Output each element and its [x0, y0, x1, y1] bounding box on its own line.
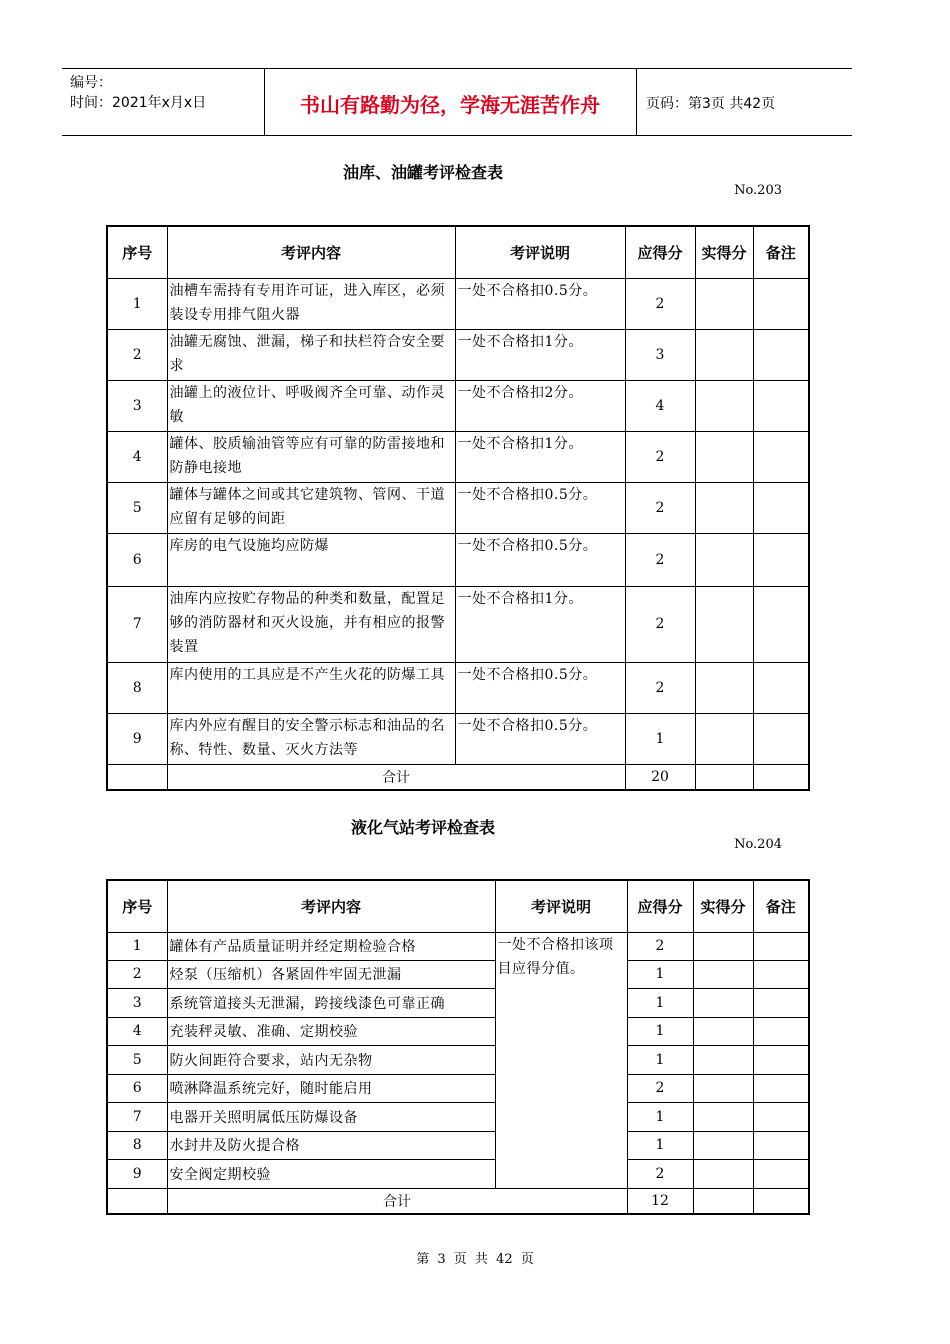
score-cell: 1 [627, 1017, 693, 1045]
actual-score-cell [693, 1102, 753, 1131]
seq-cell: 1 [107, 932, 167, 960]
seq-cell: 6 [107, 1074, 167, 1102]
score-cell: 3 [625, 329, 695, 380]
remark-cell [753, 988, 809, 1017]
content-cell: 油槽车需持有专用许可证，进入库区，必须装设专用排气阻火器 [167, 278, 455, 329]
seq-cell [107, 764, 167, 790]
score-cell: 2 [627, 1159, 693, 1188]
table2-number: No.204 [734, 837, 782, 852]
page-footer: 第 3 页 共 42 页 [416, 1252, 534, 1267]
table-row [107, 1102, 809, 1131]
score-cell: 1 [625, 713, 695, 764]
table-row [107, 278, 809, 329]
actual-score-cell [695, 662, 753, 713]
remark-cell [753, 329, 809, 380]
score-cell: 1 [627, 1131, 693, 1159]
col-header: 应得分 [627, 880, 693, 932]
content-cell: 罐体、胶质输油管等应有可靠的防雷接地和防静电接地 [167, 431, 455, 482]
col-header: 实得分 [695, 226, 753, 278]
score-cell: 2 [625, 533, 695, 586]
header-page-info: 页码：第3页 共42页 [646, 96, 776, 112]
remark-cell [753, 533, 809, 586]
actual-score-cell [695, 533, 753, 586]
remark-cell [753, 1102, 809, 1131]
actual-score-cell [695, 329, 753, 380]
content-cell: 充装秤灵敏、准确、定期校验 [167, 1017, 495, 1045]
actual-score-cell [695, 431, 753, 482]
seq-cell: 8 [107, 1131, 167, 1159]
table-row [107, 713, 809, 764]
header-motto: 书山有路勤为径，学海无涯苦作舟 [300, 93, 600, 117]
actual-score-cell [693, 1159, 753, 1188]
total-score: 20 [625, 764, 695, 790]
col-header: 实得分 [693, 880, 753, 932]
note-cell: 一处不合格扣1分。 [455, 431, 625, 482]
seq-cell: 9 [107, 1159, 167, 1188]
remark-cell [753, 482, 809, 533]
table-row [107, 1017, 809, 1045]
remark-cell [753, 1131, 809, 1159]
table-row [107, 533, 809, 586]
score-cell: 2 [627, 932, 693, 960]
actual-score-cell [693, 960, 753, 988]
seq-cell: 7 [107, 1102, 167, 1131]
content-cell: 油罐上的液位计、呼吸阀齐全可靠、动作灵敏 [167, 380, 455, 431]
seq-cell: 5 [107, 1045, 167, 1074]
note-cell: 一处不合格扣1分。 [455, 586, 625, 662]
score-cell: 2 [625, 482, 695, 533]
table-header-row [107, 880, 809, 932]
col-header: 考评内容 [167, 226, 455, 278]
actual-score-cell [695, 764, 753, 790]
seq-cell: 7 [107, 586, 167, 662]
seq-cell: 3 [107, 380, 167, 431]
table2-title: 液化气站考评检查表 [350, 818, 495, 837]
table-row [107, 586, 809, 662]
remark-cell [753, 1045, 809, 1074]
note-cell: 一处不合格扣1分。 [455, 329, 625, 380]
actual-score-cell [695, 713, 753, 764]
table-row [107, 960, 809, 988]
seq-cell: 5 [107, 482, 167, 533]
seq-cell: 1 [107, 278, 167, 329]
table1 [106, 225, 810, 791]
table-row [107, 1045, 809, 1074]
content-cell: 水封井及防火提合格 [167, 1131, 495, 1159]
remark-cell [753, 662, 809, 713]
header-meta [70, 73, 206, 113]
remark-cell [753, 431, 809, 482]
table1-title: 油库、油罐考评检查表 [342, 163, 503, 182]
content-cell: 罐体有产品质量证明并经定期检验合格 [167, 932, 495, 960]
content-cell: 油库内应按贮存物品的种类和数量，配置足够的消防器材和灭火设施，并有相应的报警装置 [167, 586, 455, 662]
remark-cell [753, 960, 809, 988]
col-header: 序号 [107, 880, 167, 932]
remark-cell [753, 380, 809, 431]
time-label: 时间：2021年x月x日 [70, 95, 207, 111]
table-row [107, 988, 809, 1017]
table-header-row [107, 226, 809, 278]
seq-cell: 3 [107, 988, 167, 1017]
seq-cell: 8 [107, 662, 167, 713]
content-cell: 库房的电气设施均应防爆 [167, 533, 455, 586]
header-divider [636, 69, 637, 135]
total-label: 合计 [167, 1188, 627, 1214]
actual-score-cell [693, 988, 753, 1017]
table-row [107, 1159, 809, 1188]
actual-score-cell [695, 586, 753, 662]
note-cell: 一处不合格扣0.5分。 [455, 662, 625, 713]
note-cell: 一处不合格扣0.5分。 [455, 713, 625, 764]
total-score: 12 [627, 1188, 693, 1214]
table-row [107, 1074, 809, 1102]
actual-score-cell [693, 1074, 753, 1102]
page-header [62, 68, 852, 136]
remark-cell [753, 1159, 809, 1188]
content-cell: 安全阀定期校验 [167, 1159, 495, 1188]
content-cell: 烃泵（压缩机）各紧固件牢固无泄漏 [167, 960, 495, 988]
table-row [107, 932, 809, 960]
seq-cell: 4 [107, 1017, 167, 1045]
note-cell: 一处不合格扣0.5分。 [455, 533, 625, 586]
actual-score-cell [693, 1131, 753, 1159]
score-cell: 4 [625, 380, 695, 431]
seq-cell: 4 [107, 431, 167, 482]
content-cell: 油罐无腐蚀、泄漏，梯子和扶栏符合安全要求 [167, 329, 455, 380]
actual-score-cell [693, 1188, 753, 1214]
total-row [107, 764, 809, 790]
actual-score-cell [693, 1045, 753, 1074]
col-header: 考评说明 [455, 226, 625, 278]
score-cell: 2 [625, 278, 695, 329]
note-cell: 一处不合格扣2分。 [455, 380, 625, 431]
number-label: 编号： [70, 75, 112, 91]
total-row [107, 1188, 809, 1214]
score-cell: 2 [625, 662, 695, 713]
remark-cell [753, 713, 809, 764]
seq-cell [107, 1188, 167, 1214]
actual-score-cell [695, 278, 753, 329]
remark-cell [753, 1188, 809, 1214]
table-row [107, 1131, 809, 1159]
col-header: 考评内容 [167, 880, 495, 932]
actual-score-cell [693, 1017, 753, 1045]
score-cell: 1 [627, 1045, 693, 1074]
total-label: 合计 [167, 764, 625, 790]
table-row [107, 329, 809, 380]
seq-cell: 6 [107, 533, 167, 586]
seq-cell: 9 [107, 713, 167, 764]
actual-score-cell [693, 932, 753, 960]
seq-cell: 2 [107, 960, 167, 988]
table-row [107, 431, 809, 482]
col-header: 备注 [753, 880, 809, 932]
table1-number: No.203 [734, 183, 782, 198]
remark-cell [753, 932, 809, 960]
content-cell: 系统管道接头无泄漏，跨接线漆色可靠正确 [167, 988, 495, 1017]
score-cell: 1 [627, 960, 693, 988]
col-header: 序号 [107, 226, 167, 278]
note-cell: 一处不合格扣0.5分。 [455, 482, 625, 533]
content-cell: 库内使用的工具应是不产生火花的防爆工具 [167, 662, 455, 713]
actual-score-cell [695, 380, 753, 431]
remark-cell [753, 1017, 809, 1045]
remark-cell [753, 764, 809, 790]
content-cell: 喷淋降温系统完好，随时能启用 [167, 1074, 495, 1102]
content-cell: 库内外应有醒目的安全警示标志和油品的名称、特性、数量、灭火方法等 [167, 713, 455, 764]
table-row [107, 482, 809, 533]
remark-cell [753, 278, 809, 329]
table2 [106, 879, 810, 1215]
content-cell: 防火间距符合要求，站内无杂物 [167, 1045, 495, 1074]
remark-cell [753, 1074, 809, 1102]
col-header: 备注 [753, 226, 809, 278]
note-cell: 一处不合格扣该项目应得分值。 [495, 932, 627, 1188]
remark-cell [753, 586, 809, 662]
seq-cell: 2 [107, 329, 167, 380]
note-cell: 一处不合格扣0.5分。 [455, 278, 625, 329]
col-header: 考评说明 [495, 880, 627, 932]
actual-score-cell [695, 482, 753, 533]
score-cell: 1 [627, 988, 693, 1017]
content-cell: 电器开关照明属低压防爆设备 [167, 1102, 495, 1131]
table-row [107, 662, 809, 713]
score-cell: 2 [627, 1074, 693, 1102]
score-cell: 2 [625, 431, 695, 482]
content-cell: 罐体与罐体之间或其它建筑物、管网、干道应留有足够的间距 [167, 482, 455, 533]
score-cell: 2 [625, 586, 695, 662]
table-row [107, 380, 809, 431]
col-header: 应得分 [625, 226, 695, 278]
score-cell: 1 [627, 1102, 693, 1131]
